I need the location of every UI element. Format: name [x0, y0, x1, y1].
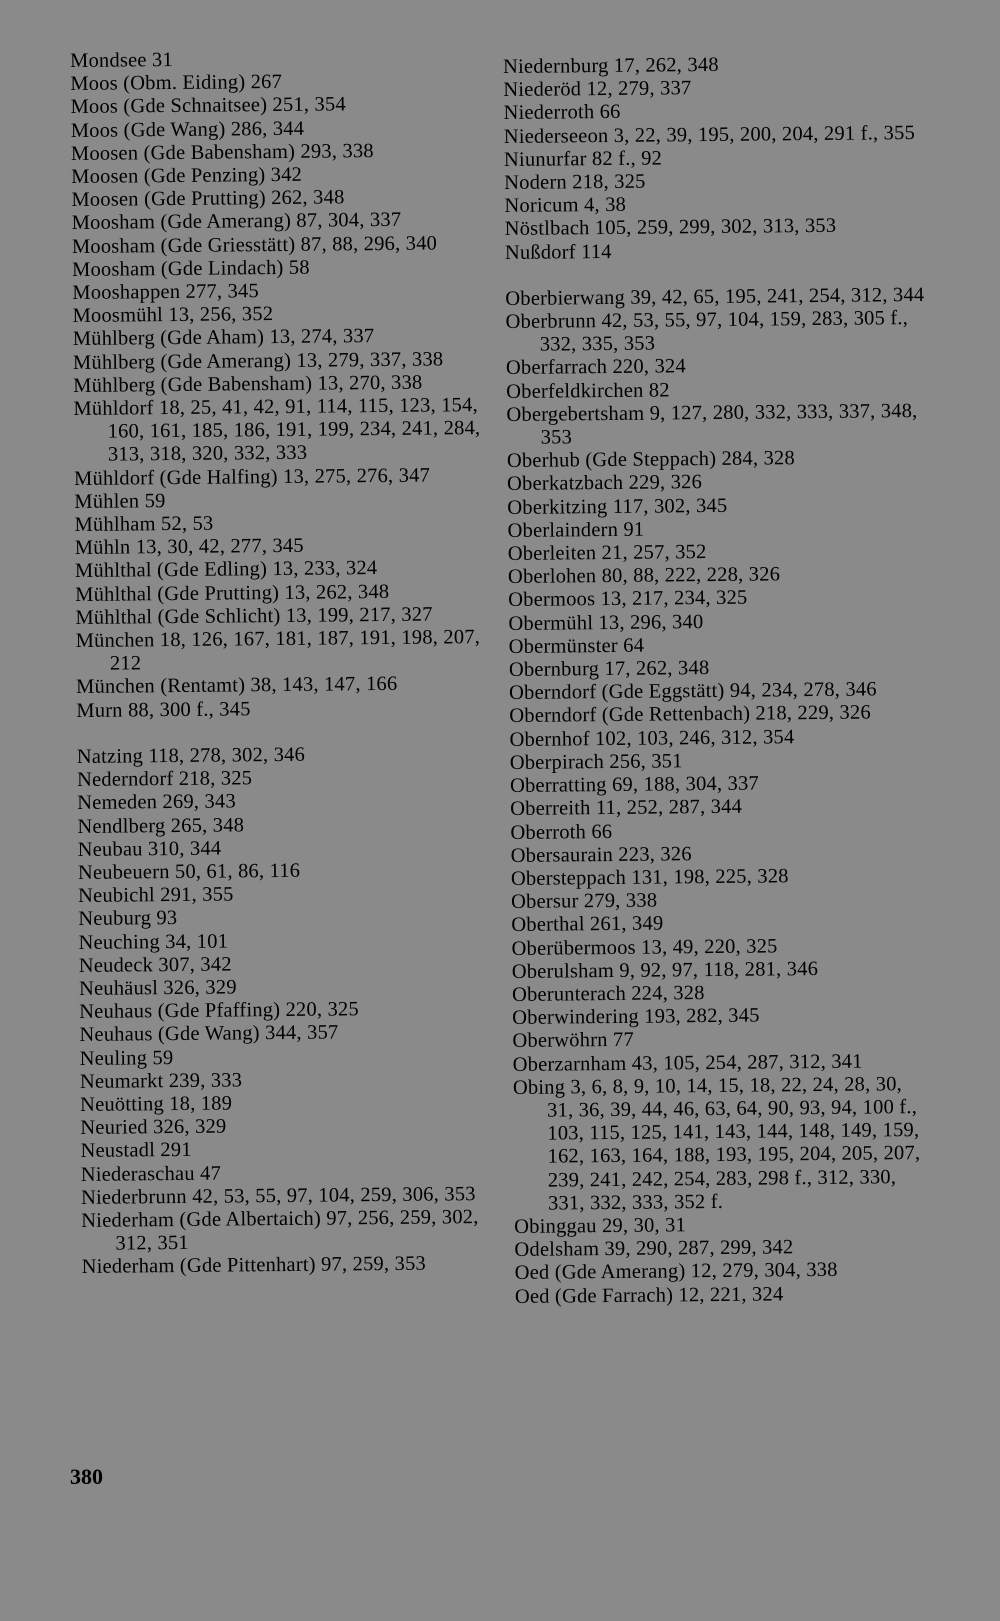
- index-entry: Oberroth 66: [510, 820, 613, 844]
- left-group-n: [77, 742, 502, 1280]
- index-entry: Oberlaindern 91: [507, 518, 645, 542]
- index-entry: Neuching 34, 101: [78, 930, 229, 954]
- index-entry: Niederham (Gde Pittenhart) 97, 259, 353: [81, 1252, 427, 1279]
- index-entry: Niederham (Gde Albertaich) 97, 256, 259, 302, 312, 351: [81, 1206, 479, 1255]
- index-entry: Oberndorf (Gde Eggstätt) 94, 234, 278, 346: [509, 678, 877, 705]
- index-entry: Obernhof 102, 103, 246, 312, 354: [509, 725, 795, 751]
- index-entry: Oberleiten 21, 257, 352: [507, 541, 707, 566]
- index-entry: Mühlberg (Gde Babensham) 13, 270, 338: [73, 371, 423, 397]
- index-entry: Nendlberg 265, 348: [77, 813, 245, 838]
- index-entry: Obersaurain 223, 326: [510, 842, 692, 867]
- index-entry: Oberzarnham 43, 105, 254, 287, 312, 341: [512, 1050, 863, 1076]
- index-entry: Neubichl 291, 355: [78, 883, 234, 908]
- index-entry: Moosham (Gde Amerang) 87, 304, 337: [71, 209, 402, 235]
- index-entry: Oberreith 11, 252, 287, 344: [510, 796, 743, 821]
- index-entry: Obersteppach 131, 198, 225, 328: [510, 865, 789, 890]
- index-entry: Oberübermoos 13, 49, 220, 325: [511, 934, 778, 960]
- index-entry: Oberndorf (Gde Rettenbach) 218, 229, 326: [509, 701, 871, 728]
- index-entry: Oberfeldkirchen 82: [506, 379, 670, 403]
- index-entry: Oberkatzbach 229, 326: [507, 471, 703, 496]
- index-entry: Moosen (Gde Prutting) 262, 348: [71, 186, 345, 212]
- index-entry: Mühlthal (Gde Schlicht) 13, 199, 217, 327: [75, 603, 433, 629]
- index-entry: Niederaschau 47: [80, 1162, 222, 1186]
- index-entry: Oed (Gde Amerang) 12, 279, 304, 338: [514, 1259, 838, 1285]
- right-group-n: [503, 52, 925, 265]
- index-entry: Murn 88, 300 f., 345: [76, 697, 251, 722]
- index-entry: Niederseeon 3, 22, 39, 195, 200, 204, 291 f., 355: [503, 121, 916, 148]
- index-entry: Obermoos 13, 217, 234, 325: [508, 587, 748, 612]
- index-entry: Niederöd 12, 279, 337: [503, 77, 692, 102]
- index-entry: Oberpirach 256, 351: [509, 750, 683, 774]
- index-entry: Moosham (Gde Lindach) 58: [72, 256, 310, 281]
- index-entry: Moosen (Gde Babensham) 293, 338: [70, 139, 374, 165]
- index-entry: Neustadl 291: [80, 1139, 192, 1163]
- index-entry: Oberbrunn 42, 53, 55, 97, 104, 159, 283, 305 f., 332, 335, 353: [505, 307, 909, 356]
- index-entry: Oberhub (Gde Steppach) 284, 328: [506, 447, 795, 473]
- index-entry: Niedernburg 17, 262, 348: [503, 53, 719, 78]
- index-entry: Oberfarrach 220, 324: [505, 355, 686, 380]
- index-entry: Mondsee 31: [70, 49, 173, 72]
- index-entry: Mühlen 59: [74, 489, 166, 513]
- index-entry: Mühldorf (Gde Halfing) 13, 275, 276, 347: [74, 464, 431, 490]
- left-index-column: [70, 46, 502, 1280]
- index-entry: Obinggau 29, 30, 31: [514, 1214, 687, 1238]
- index-entry: Neubeuern 50, 61, 86, 116: [77, 859, 301, 884]
- index-entry: Obermühl 13, 296, 340: [508, 610, 704, 635]
- index-entry: Nemeden 269, 343: [77, 790, 236, 815]
- index-entry: Niederroth 66: [503, 101, 621, 125]
- index-entry: Oberkitzing 117, 302, 345: [507, 494, 728, 519]
- index-entry: München 18, 126, 167, 181, 187, 191, 198, 207, 212: [75, 626, 481, 675]
- index-entry: Moosham (Gde Griesstätt) 87, 88, 296, 340: [71, 232, 438, 258]
- left-group-m: [70, 46, 496, 723]
- index-entry: Oberlohen 80, 88, 222, 228, 326: [507, 563, 781, 589]
- index-entry: Odelsham 39, 290, 287, 299, 342: [514, 1236, 794, 1262]
- index-entry: Mühldorf 18, 25, 41, 42, 91, 114, 115, 123, 154, 160, 161, 185, 186, 191, 199, 234, 241, 284, 313, 318, 320, 332, 333: [73, 394, 481, 467]
- right-index-column: [503, 52, 935, 1309]
- index-entry: Niunurfar 82 f., 92: [503, 147, 663, 171]
- index-entry: Natzing 118, 278, 302, 346: [76, 743, 306, 768]
- index-entry: Moosmühl 13, 256, 352: [72, 303, 274, 328]
- index-entry: Oberwöhrn 77: [512, 1029, 634, 1053]
- index-entry: Neuhaus (Gde Wang) 344, 357: [79, 1021, 339, 1047]
- page-number: 380: [70, 1464, 103, 1489]
- index-entry: Neubau 310, 344: [77, 837, 222, 861]
- index-entry: München (Rentamt) 38, 143, 147, 166: [76, 673, 398, 699]
- index-entry: Mühlthal (Gde Prutting) 13, 262, 348: [75, 580, 390, 606]
- index-entry: Mühln 13, 30, 42, 277, 345: [74, 535, 304, 560]
- index-entry: Nöstlbach 105, 259, 299, 302, 313, 353: [504, 215, 837, 241]
- index-entry: Neudeck 307, 342: [78, 953, 232, 977]
- index-entry: Neuling 59: [79, 1046, 174, 1070]
- index-entry: Obersur 279, 338: [511, 889, 658, 914]
- index-entry: Obernburg 17, 262, 348: [508, 657, 710, 682]
- index-entry: Nodern 218, 325: [504, 170, 646, 195]
- index-entry: Nußdorf 114: [504, 240, 612, 264]
- index-entry: Mühlberg (Gde Aham) 13, 274, 337: [72, 325, 375, 351]
- index-entry: Moosen (Gde Penzing) 342: [71, 163, 303, 189]
- index-entry: Neumarkt 239, 333: [79, 1069, 243, 1093]
- index-entry: Niederbrunn 42, 53, 55, 97, 104, 259, 306, 353: [80, 1182, 476, 1209]
- index-entry: Oed (Gde Farrach) 12, 221, 324: [514, 1282, 784, 1308]
- index-entry: Mooshappen 277, 345: [72, 280, 260, 305]
- index-entry: Neuhaus (Gde Pfaffing) 220, 325: [79, 998, 360, 1024]
- index-entry: Neuried 326, 329: [80, 1115, 227, 1140]
- index-entry: Oberunterach 224, 328: [511, 982, 705, 1006]
- index-entry: Noricum 4, 38: [504, 194, 627, 218]
- right-group-o: [505, 284, 935, 1309]
- index-entry: Neuburg 93: [78, 907, 178, 931]
- index-entry: Oberbierwang 39, 42, 65, 195, 241, 254, 312, 344: [505, 283, 925, 310]
- index-entry: Mühlthal (Gde Edling) 13, 233, 324: [74, 557, 378, 583]
- index-entry: Obergebertsham 9, 127, 280, 332, 333, 337, 348, 353: [506, 399, 918, 449]
- index-entry: Obermünster 64: [508, 634, 645, 658]
- index-entry: Moos (Gde Wang) 286, 344: [70, 117, 305, 142]
- index-entry: Oberwindering 193, 282, 345: [512, 1004, 760, 1030]
- index-entry: Nederndorf 218, 325: [76, 767, 253, 792]
- index-entry: Obing 3, 6, 8, 9, 10, 14, 15, 18, 22, 24, 28, 30, 31, 36, 39, 44, 46, 63, 64, 90, 93, 94, 100 f., 103, 115, 125, 141, 143, 144, 148, 149, 159, 162, 163, 164, 188, 193, 195, 204, 205, 207, 239, 241, 242, 254, 283, 298 f., 312, 330, 331, 332, 333, 352 f.: [512, 1072, 921, 1215]
- index-entry: Mühlham 52, 53: [74, 512, 214, 537]
- index-entry: Mühlberg (Gde Amerang) 13, 279, 337, 338: [72, 348, 444, 374]
- index-entry: Moos (Obm. Eiding) 267: [70, 71, 283, 96]
- index-entry: Oberthal 261, 349: [511, 912, 664, 937]
- index-entry: Neuötting 18, 189: [80, 1092, 233, 1116]
- index-entry: Moos (Gde Schnaitsee) 251, 354: [70, 93, 346, 119]
- index-entry: Oberratting 69, 188, 304, 337: [509, 772, 760, 798]
- index-entry: Oberulsham 9, 92, 97, 118, 281, 346: [511, 957, 819, 983]
- index-entry: Neuhäusl 326, 329: [78, 976, 237, 1000]
